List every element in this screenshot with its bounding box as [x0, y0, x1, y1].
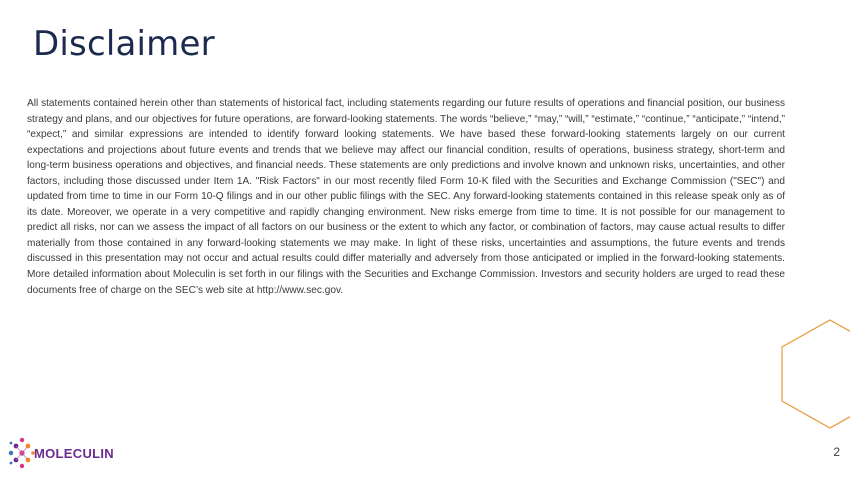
disclaimer-text: All statements contained herein other than statements of historical fact, including statements regarding our future results of operations and financial position, our business strategy and plans, and our objectives for future operations, are forward-looking statements. The words “believe,” “may,” “will,” “estimate,” “continue,” “anticipate,” “intend,” “expect,” and similar expressions are intended to identify forward looking statements. We have based these forward-looking statements largely on our current expectations and projections about future events and trends that we believe may affect our financial condition, results of operations, business strategy, short-term and long-term business operations and objectives, and financial needs. These statements are only predictions and involve known and unknown risks, uncertainties, and other factors, including those discussed under Item 1A. "Risk Factors" in our most recently filed Form 10-K filed with the Securities and Exchange Commission ("SEC") and updated from time to time in our Form 10-Q filings and in our other public filings with the SEC. Any forward-looking statements contained in this release speak only as of its date. Moreover, we operate in a very competitive and rapidly changing environment. New risks emerge from time to time. It is not possible for our management to predict all risks, nor can we assess the impact of all factors on our business or the extent to which any factor, or combination of factors, may cause actual results to differ materially from those contained in any forward-looking statements we may make. In light of these risks, uncertainties and assumptions, the future events and trends discussed in this presentation may not occur and actual results could differ materially and adversely from those anticipated or implied in the forward-looking statements. More detailed information about Moleculin is set forth in our filings with the Securities and Exchange Commission. Investors and security holders are urged to read these documents free of charge on the SEC’s web site at http://www.sec.gov. [27, 98, 785, 296]
hexagon-outline-icon [780, 318, 850, 430]
molecule-dots-icon [7, 434, 35, 472]
logo-wordmark: MOLECULIN [34, 445, 114, 461]
company-logo [7, 434, 114, 472]
slide-title: Disclaimer [33, 24, 215, 64]
page-number: 2 [833, 445, 840, 459]
